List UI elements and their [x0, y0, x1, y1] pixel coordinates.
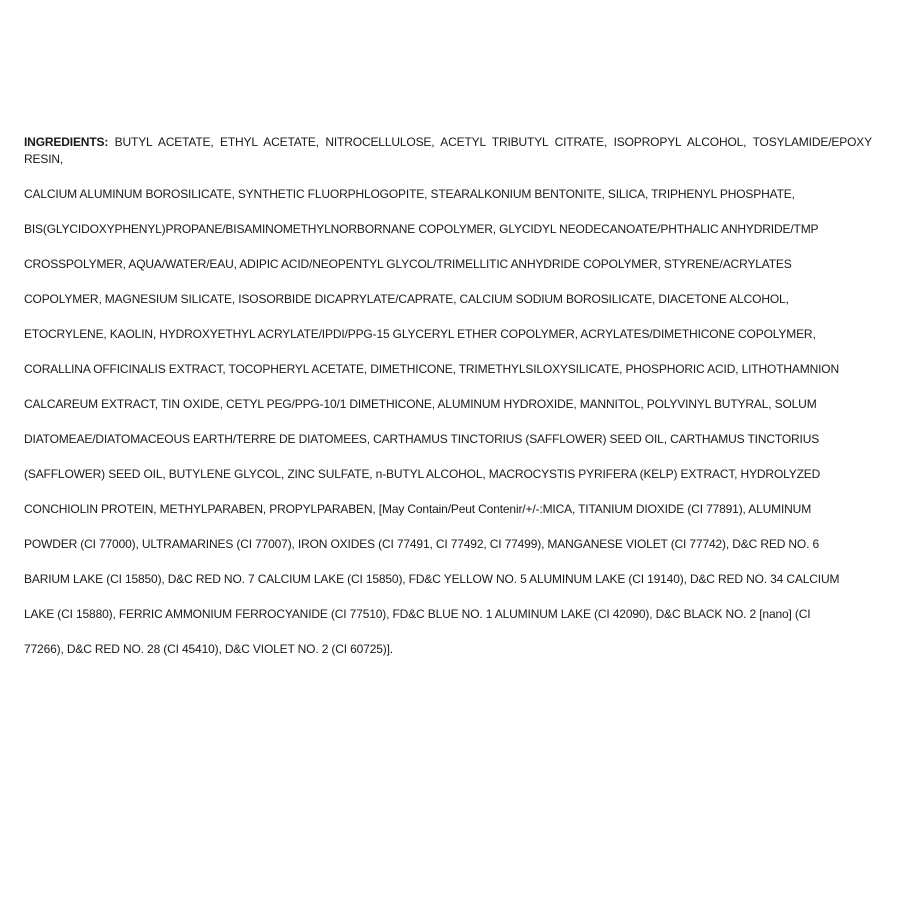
ingredient-line-6: ETOCRYLENE, KAOLIN, HYDROXYETHYL ACRYLATE/IPDI/PPG-15 GLYCERYL ETHER COPOLYMER, ACRYLATES/DIMETHICONE COPOLYMER, — [24, 327, 816, 341]
ingredient-line-1 — [24, 134, 872, 168]
ingredients-document — [24, 134, 872, 676]
ingredient-line-11: CONCHIOLIN PROTEIN, METHYLPARABEN, PROPYLPARABEN, [May Contain/Peut Contenir/+/-:MICA, TITANIUM DIOXIDE (CI 77891), ALUMINUM — [24, 502, 812, 516]
ingredients-heading: INGREDIENTS: — [24, 135, 109, 149]
ingredient-line-10: (SAFFLOWER) SEED OIL, BUTYLENE GLYCOL, ZINC SULFATE, n-BUTYL ALCOHOL, MACROCYSTIS PYRIFERA (KELP) EXTRACT, HYDROLYZED — [24, 467, 821, 481]
ingredient-line-2: CALCIUM ALUMINUM BOROSILICATE, SYNTHETIC FLUORPHLOGOPITE, STEARALKONIUM BENTONITE, SILICA, TRIPHENYL PHOSPHATE, — [24, 187, 795, 201]
ingredient-line-7: CORALLINA OFFICINALIS EXTRACT, TOCOPHERYL ACETATE, DIMETHICONE, TRIMETHYLSILOXYSILICATE, PHOSPHORIC ACID, LITHOTHAMNION — [24, 362, 839, 376]
ingredient-line-12: POWDER (CI 77000), ULTRAMARINES (CI 77007), IRON OXIDES (CI 77491, CI 77492, CI 77499), MANGANESE VIOLET (CI 77742), D&C RED NO. 6 — [24, 537, 819, 551]
ingredient-line-4: CROSSPOLYMER, AQUA/WATER/EAU, ADIPIC ACID/NEOPENTYL GLYCOL/TRIMELLITIC ANHYDRIDE COPOLYMER, STYRENE/ACRYLATES — [24, 257, 792, 271]
ingredient-line-9: DIATOMEAE/DIATOMACEOUS EARTH/TERRE DE DIATOMEES, CARTHAMUS TINCTORIUS (SAFFLOWER) SEED OIL, CARTHAMUS TINCTORIUS — [24, 432, 820, 446]
ingredient-line-8: CALCAREUM EXTRACT, TIN OXIDE, CETYL PEG/PPG-10/1 DIMETHICONE, ALUMINUM HYDROXIDE, MANNITOL, POLYVINYL BUTYRAL, SOLUM — [24, 397, 817, 411]
ingredient-line-3: BIS(GLYCIDOXYPHENYL)PROPANE/BISAMINOMETHYLNORBORNANE COPOLYMER, GLYCIDYL NEODECANOATE/PHTHALIC ANHYDRIDE/TMP — [24, 222, 819, 236]
ingredient-line-text: BUTYL ACETATE, ETHYL ACETATE, NITROCELLULOSE, ACETYL TRIBUTYL CITRATE, ISOPROPYL ALCOHOL, TOSYLAMIDE/EPOXY RESIN, — [24, 135, 872, 166]
ingredient-line-15: 77266), D&C RED NO. 28 (CI 45410), D&C VIOLET NO. 2 (CI 60725)]. — [24, 642, 393, 656]
ingredient-line-14: LAKE (CI 15880), FERRIC AMMONIUM FERROCYANIDE (CI 77510), FD&C BLUE NO. 1 ALUMINUM LAKE (CI 42090), D&C BLACK NO. 2 [nano] (CI — [24, 607, 811, 621]
ingredient-line-5: COPOLYMER, MAGNESIUM SILICATE, ISOSORBIDE DICAPRYLATE/CAPRATE, CALCIUM SODIUM BOROSILICATE, DIACETONE ALCOHOL, — [24, 292, 789, 306]
ingredient-line-13: BARIUM LAKE (CI 15850), D&C RED NO. 7 CALCIUM LAKE (CI 15850), FD&C YELLOW NO. 5 ALUMINUM LAKE (CI 19140), D&C RED NO. 34 CALCIUM — [24, 572, 840, 586]
